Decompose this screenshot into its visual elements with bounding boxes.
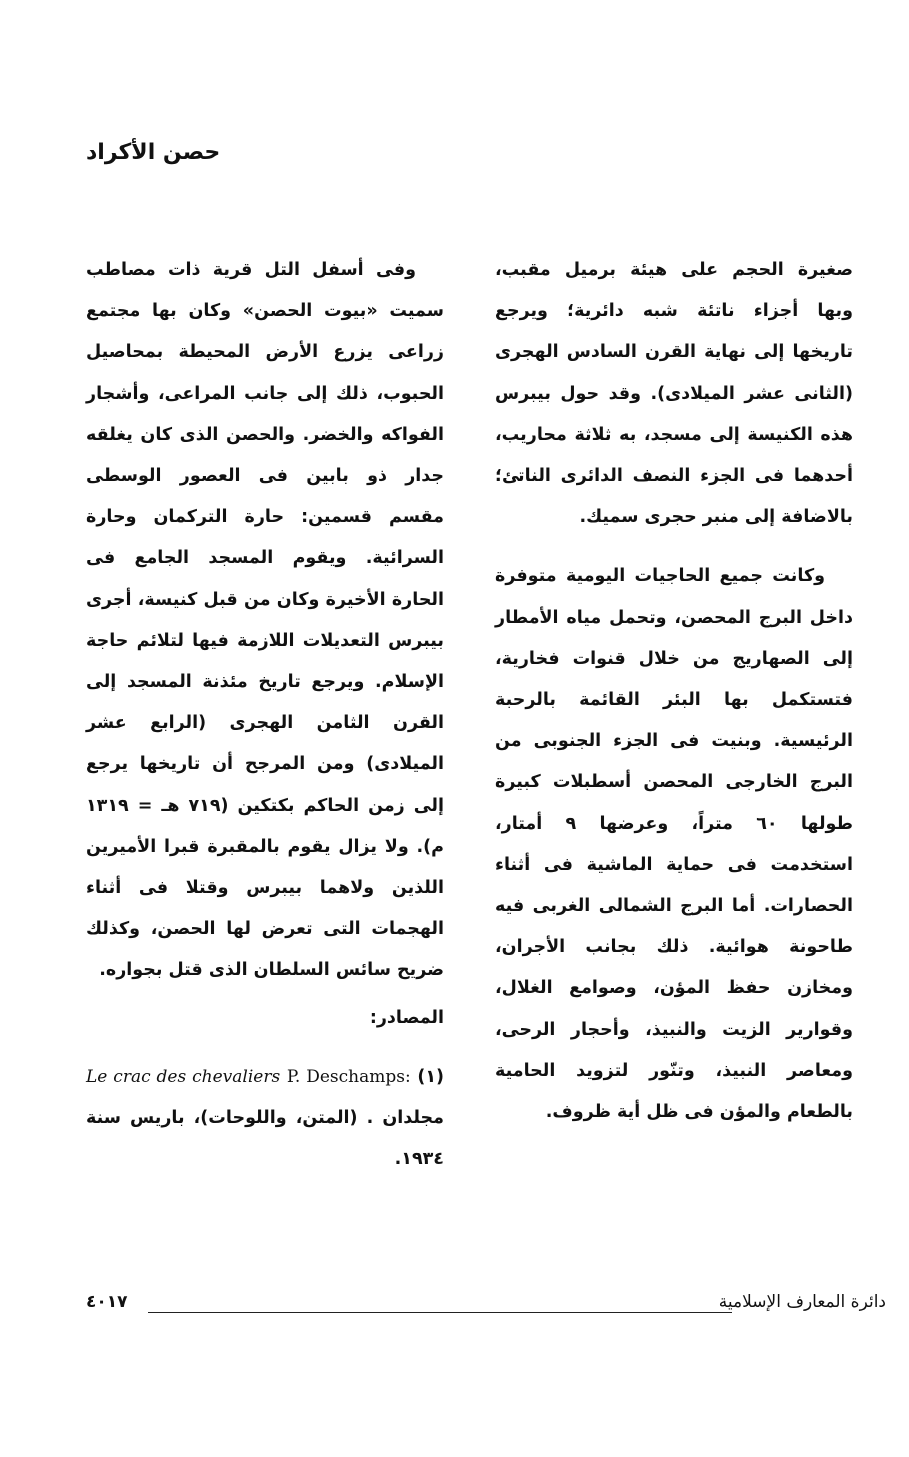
text-column-left — [86, 250, 444, 1180]
sources-heading: المصادر: — [369, 1007, 444, 1028]
footer-rule — [148, 1312, 732, 1313]
body-paragraph: وكانت جميع الحاجيات اليومية متوفرة داخل البرج المحصن، وتحمل مياه الأمطار إلى الصهاريج من خلال قنوات فخارية، فتستكمل بها البئر القائمة بالرحبة الرئيسية. وبنيت فى الجزء الجنوبى من البرج الخارجى المحصن أسطبلات كبيرة طولها ٦٠ متراً، وعرضها ٩ أمتار، استخدمت فى حماية الماشية فى أثناء الحصارات. أما البرج الشمالى الغربى فيه طاحونة هوائية. ذلك بجانب الأجران، ومخازن حفظ المؤن، وصوامع الغلال، وقوارير الزيت والنبيذ، وأحجار الرحى، ومعاصر النبيذ، وتنّور لتزويد الحامية بالطعام والمؤن فى ظل أية ظروف. — [495, 566, 854, 1123]
page-footer — [86, 1292, 886, 1322]
reference-number: (١) — [417, 1066, 445, 1087]
body-paragraph: صغيرة الحجم على هيئة برميل مقبب، وبها أجزاء ناتئة شبه دائرية؛ ويرجع تاريخها إلى نهاية القرن السادس الهجرى (الثانى عشر الميلادى). وقد حول بيبرس هذه الكنيسة إلى مسجد، به ثلاثة محاريب، أحدهما فى الجزء النصف الدائرى الناتئ؛ بالاضافة إلى منبر حجرى سميك. — [495, 260, 853, 528]
text-column-right — [495, 250, 853, 1133]
page-number: ٤٠١٧ — [86, 1292, 128, 1312]
reference-author: P. Deschamps: — [286, 1066, 411, 1087]
page-title: حصن الأكراد — [86, 140, 221, 165]
reference-details: مجلدان . (المتن، واللوحات)، باريس سنة ١٩٣٤. — [86, 1108, 444, 1170]
reference-entry — [86, 1057, 444, 1181]
body-paragraph: وفى أسفل التل قرية ذات مصاطب سميت «بيوت الحصن» وكان بها مجتمع زراعى يزرع الأرض المحيطة بمحاصيل الحبوب، ذلك إلى جانب المراعى، وأشجار الفواكه والخضر. والحصن الذى كان يغلقه جدار ذو بابين فى العصور الوسطى مقسم قسمين: حارة التركمان وحارة السرائية. ويقوم المسجد الجامع فى الحارة الأخيرة وكان من قبل كنيسة، أجرى بيبرس التعديلات اللازمة فيها لتلائم حاجة الإسلام. ويرجع تاريخ مئذنة المسجد إلى القرن الثامن الهجرى (الرابع عشر الميلادى) ومن المرجح أن تاريخها يرجع إلى زمن الحاكم بكتكين (٧١٩ هـ = ١٣١٩ م). ولا يزال يقوم بالمقبرة قبرا الأميرين اللذين ولاهما بيبرس وقتلا فى أثناء الهجمات التى تعرض لها الحصن، وكذلك ضريح سائس السلطان الذى قتل بجواره. — [86, 260, 444, 981]
reference-title: Le crac des chevaliers — [86, 1066, 281, 1087]
publication-name: دائرة المعارف الإسلامية — [718, 1292, 886, 1312]
